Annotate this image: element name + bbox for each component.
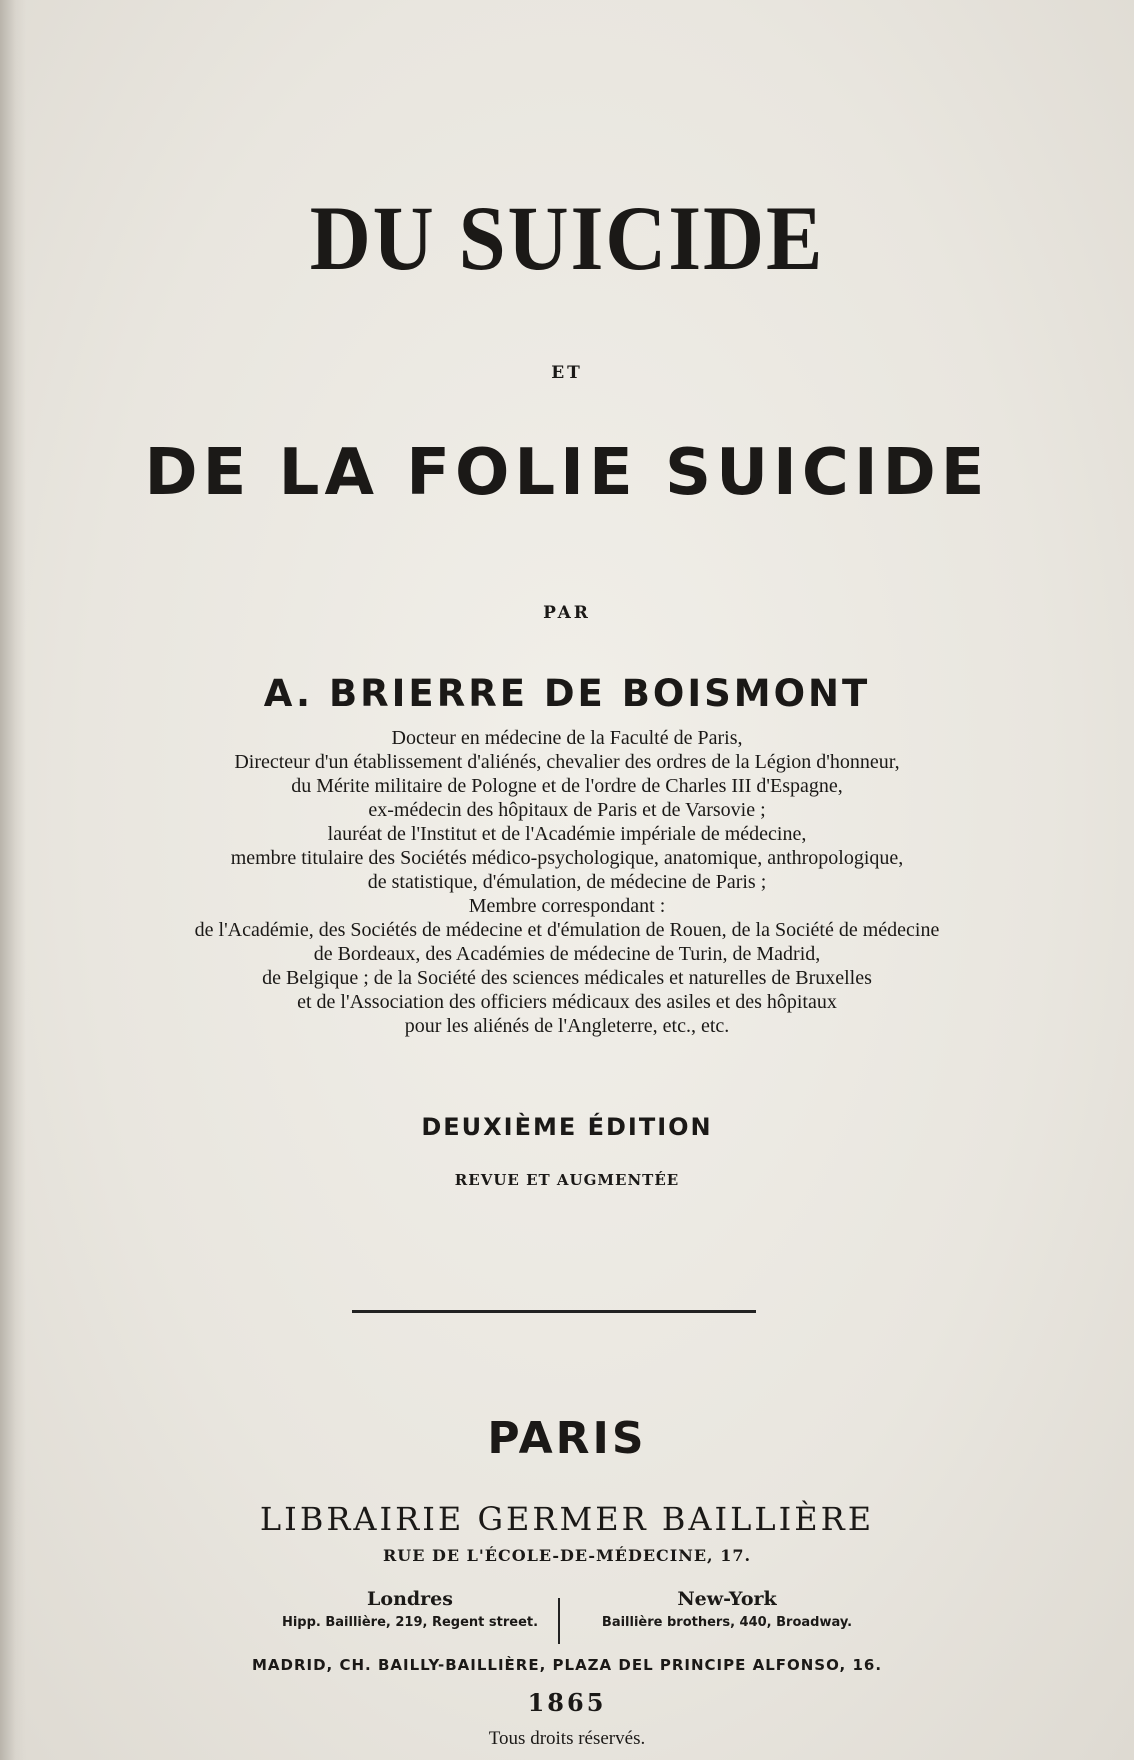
publisher-name: LIBRAIRIE GERMER BAILLIÈRE: [259, 1500, 875, 1538]
edition-note: REVUE ET AUGMENTÉE: [454, 1171, 680, 1189]
by-label: PAR: [543, 603, 591, 623]
newyork-branch: [572, 1585, 882, 1633]
vertical-divider: [558, 1598, 560, 1644]
author-title-line: Membre correspondant :: [468, 895, 666, 917]
author-title-line: de statistique, d'émulation, de médecine de Paris ;: [367, 871, 767, 893]
publisher-address: RUE DE L'ÉCOLE-DE-MÉDECINE, 17.: [382, 1546, 752, 1565]
author-titles: [0, 726, 1134, 1038]
publication-year: 1865: [527, 1688, 607, 1717]
madrid-branch: MADRID, CH. BAILLY-BAILLIÈRE, PLAZA DEL PRINCIPE ALFONSO, 16.: [251, 1656, 883, 1674]
newyork-address: Baillière brothers, 440, Broadway.: [601, 1615, 853, 1630]
author-title-line: Docteur en médecine de la Faculté de Paris,: [391, 727, 743, 749]
imprint-city: PARIS: [487, 1413, 647, 1464]
author-title-line: Directeur d'un établissement d'aliénés, chevalier des ordres de la Légion d'honneur,: [234, 751, 900, 773]
title-line-2: DE LA FOLIE SUICIDE: [144, 436, 990, 510]
author-title-line: pour les aliénés de l'Angleterre, etc., etc.: [404, 1015, 730, 1037]
author-name: A. BRIERRE DE BOISMONT: [263, 672, 871, 715]
title-conjunction: ET: [551, 363, 583, 383]
author-title-line: et de l'Association des officiers médicaux des asiles et des hôpitaux: [297, 991, 837, 1013]
author-title-line: de Bordeaux, des Académies de médecine de Turin, de Madrid,: [313, 943, 821, 965]
london-branch: [255, 1585, 565, 1633]
rights-notice: Tous droits réservés.: [488, 1728, 646, 1749]
author-title-line: de Belgique ; de la Société des sciences médicales et naturelles de Bruxelles: [262, 967, 872, 989]
edition-label: DEUXIÈME ÉDITION: [421, 1113, 713, 1141]
horizontal-rule: [352, 1310, 756, 1313]
newyork-city: New-York: [677, 1588, 777, 1610]
london-city: Londres: [367, 1588, 453, 1610]
author-title-line: membre titulaire des Sociétés médico-psychologique, anatomique, anthropologique,: [230, 847, 904, 869]
author-title-line: ex-médecin des hôpitaux de Paris et de Varsovie ;: [368, 799, 766, 821]
title-line-1: DU SUICIDE: [309, 187, 825, 289]
author-title-line: lauréat de l'Institut et de l'Académie impériale de médecine,: [327, 823, 807, 845]
author-title-line: du Mérite militaire de Pologne et de l'ordre de Charles III d'Espagne,: [291, 775, 843, 797]
london-address: Hipp. Baillière, 219, Regent street.: [281, 1615, 539, 1630]
author-title-line: de l'Académie, des Sociétés de médecine et d'émulation de Rouen, de la Société de médecine: [194, 919, 940, 941]
